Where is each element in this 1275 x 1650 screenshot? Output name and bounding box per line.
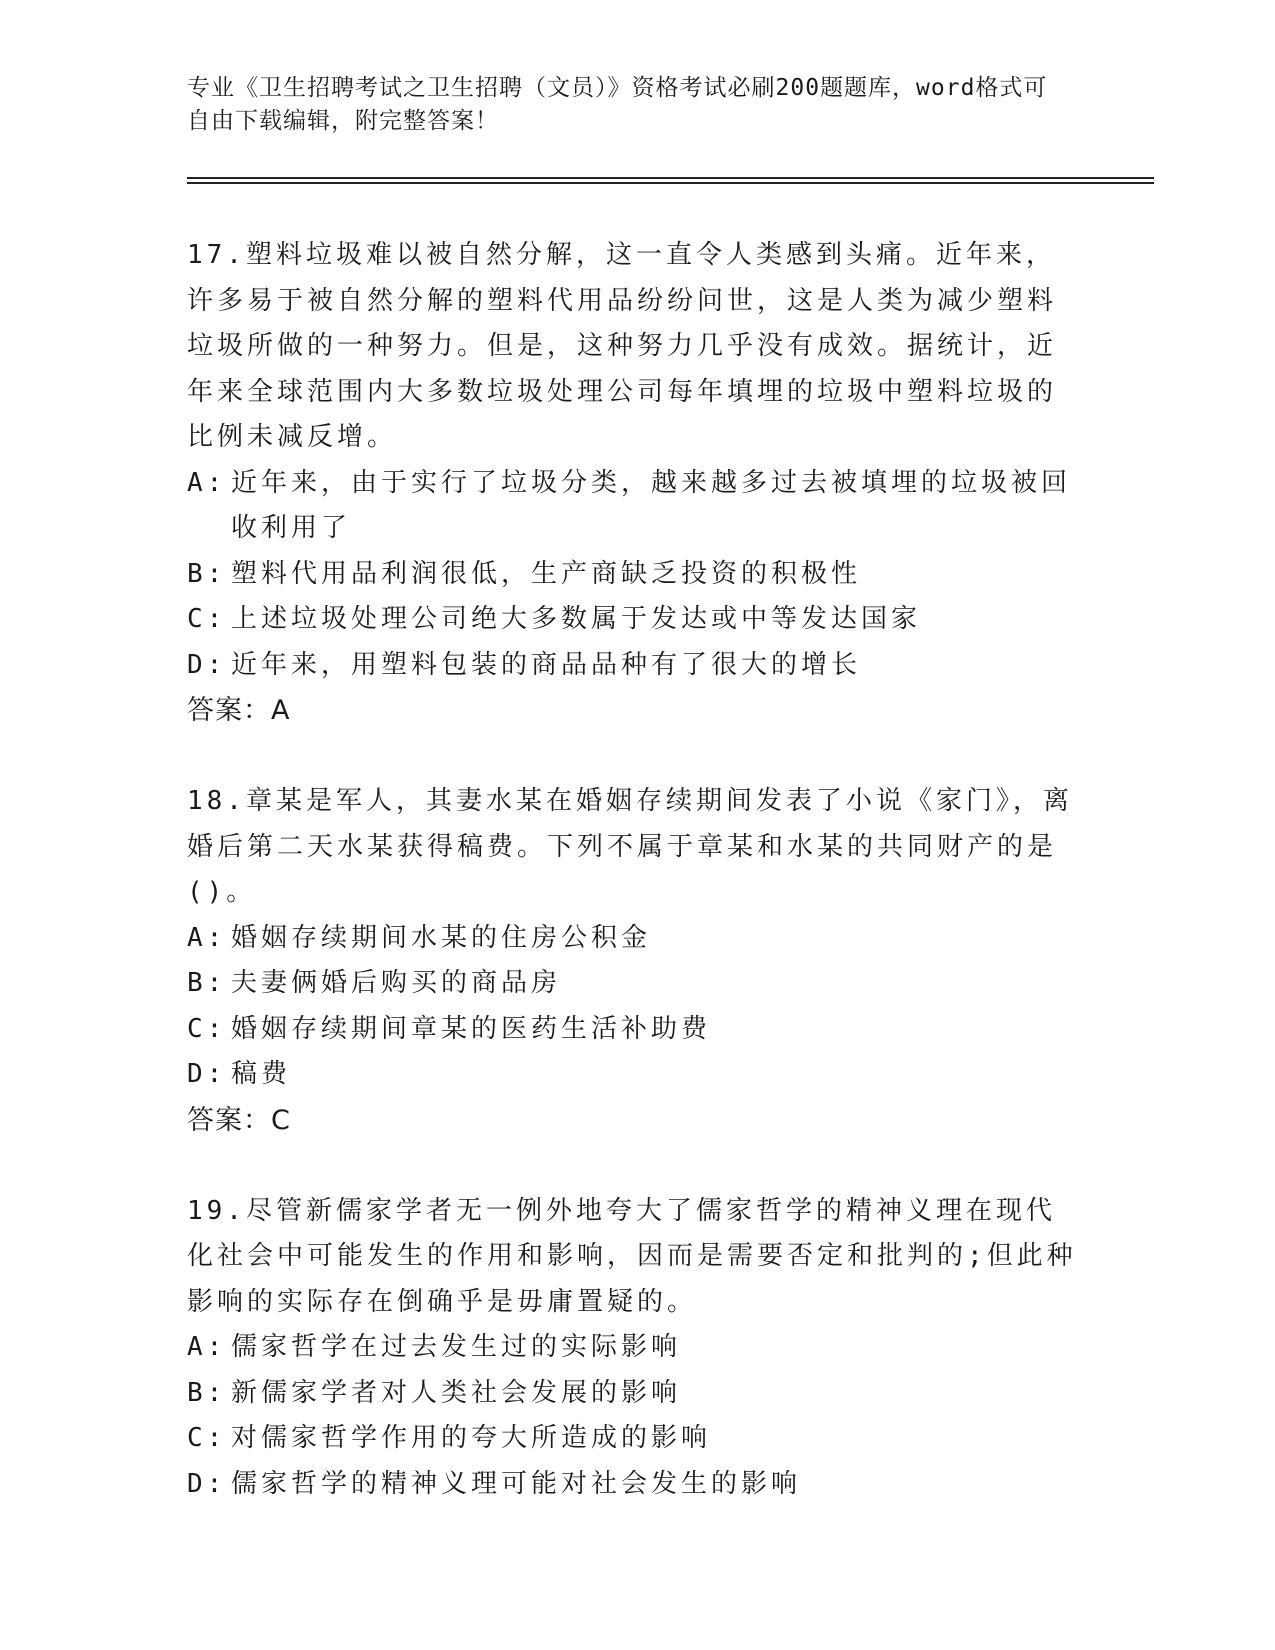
option-key: D: (187, 649, 227, 680)
option-text: 夫妻俩婚后购买的商品房 (231, 968, 562, 998)
question-stem: 18.章某是军人，其妻水某在婚姻存续期间发表了小说《家门》，离婚后第二天水某获得稿费。下列不属于章某和水某的共同财产的是()。 (187, 786, 1073, 907)
answer-line: 答案：C (187, 1104, 291, 1136)
question-18 (187, 779, 1077, 1144)
header-divider-bottom (187, 182, 1154, 184)
option-a (187, 461, 1077, 552)
option-text: 婚姻存续期间章某的医药生活补助费 (231, 1013, 712, 1044)
option-text: 上述垃圾处理公司绝大多数属于发达或中等发达国家 (231, 604, 922, 634)
question-17 (187, 233, 1077, 734)
option-text: 稿费 (231, 1059, 292, 1089)
option-text: 新儒家学者对人类社会发展的影响 (231, 1377, 682, 1408)
question-stem: 17.塑料垃圾难以被自然分解，这一直令人类感到头痛。近年来，许多易于被自然分解的塑料代用品纷纷问世，这是人类为减少塑料垃圾所做的一种努力。但是，这种努力几乎没有成效。据统计，近年来全球范围内大多数垃圾处理公司每年填埋的垃圾中塑料垃圾的比例未减反增。 (187, 240, 1058, 452)
option-key: A: (187, 922, 227, 953)
option-key: B: (187, 558, 227, 589)
option-c (187, 597, 1077, 643)
option-key: A: (187, 467, 227, 498)
option-key: B: (187, 1377, 227, 1408)
option-a (187, 916, 1077, 962)
option-key: C: (187, 604, 227, 634)
option-b (187, 552, 1077, 598)
question-19 (187, 1189, 1077, 1508)
option-d (187, 1052, 1077, 1098)
option-text: 近年来，用塑料包装的商品品种有了很大的增长 (231, 649, 862, 680)
answer-line: 答案：A (187, 695, 291, 726)
option-d (187, 1462, 1077, 1508)
option-b (187, 1371, 1077, 1417)
option-key: C: (187, 1013, 227, 1044)
option-c (187, 1007, 1077, 1053)
option-key: D: (187, 1059, 227, 1089)
option-text: 对儒家哲学作用的夸大所造成的影响 (231, 1423, 712, 1453)
option-text: 近年来，由于实行了垃圾分类，越来越多过去被填埋的垃圾被回收利用了 (231, 467, 1072, 543)
option-key: A: (187, 1332, 227, 1362)
option-key: C: (187, 1423, 227, 1453)
option-text: 婚姻存续期间水某的住房公积金 (231, 922, 652, 953)
header-divider-top (187, 177, 1154, 179)
option-b (187, 961, 1077, 1007)
option-text: 儒家哲学在过去发生过的实际影响 (231, 1332, 682, 1362)
option-d (187, 643, 1077, 689)
question-stem: 19.尽管新儒家学者无一例外地夸大了儒家哲学的精神义理在现代化社会中可能发生的作用和影响，因而是需要否定和批判的;但此种影响的实际存在倒确乎是毋庸置疑的。 (187, 1195, 1077, 1317)
option-a (187, 1325, 1077, 1371)
question-list (187, 233, 1077, 1552)
option-key: D: (187, 1468, 227, 1499)
option-c (187, 1416, 1077, 1462)
option-text: 塑料代用品利润很低，生产商缺乏投资的积极性 (231, 558, 862, 589)
option-text: 儒家哲学的精神义理可能对社会发生的影响 (231, 1468, 802, 1499)
page-header: 专业《卫生招聘考试之卫生招聘（文员）》资格考试必刷200题题库，word格式可自由下载编辑，附完整答案！ (187, 75, 1048, 134)
option-key: B: (187, 968, 227, 998)
